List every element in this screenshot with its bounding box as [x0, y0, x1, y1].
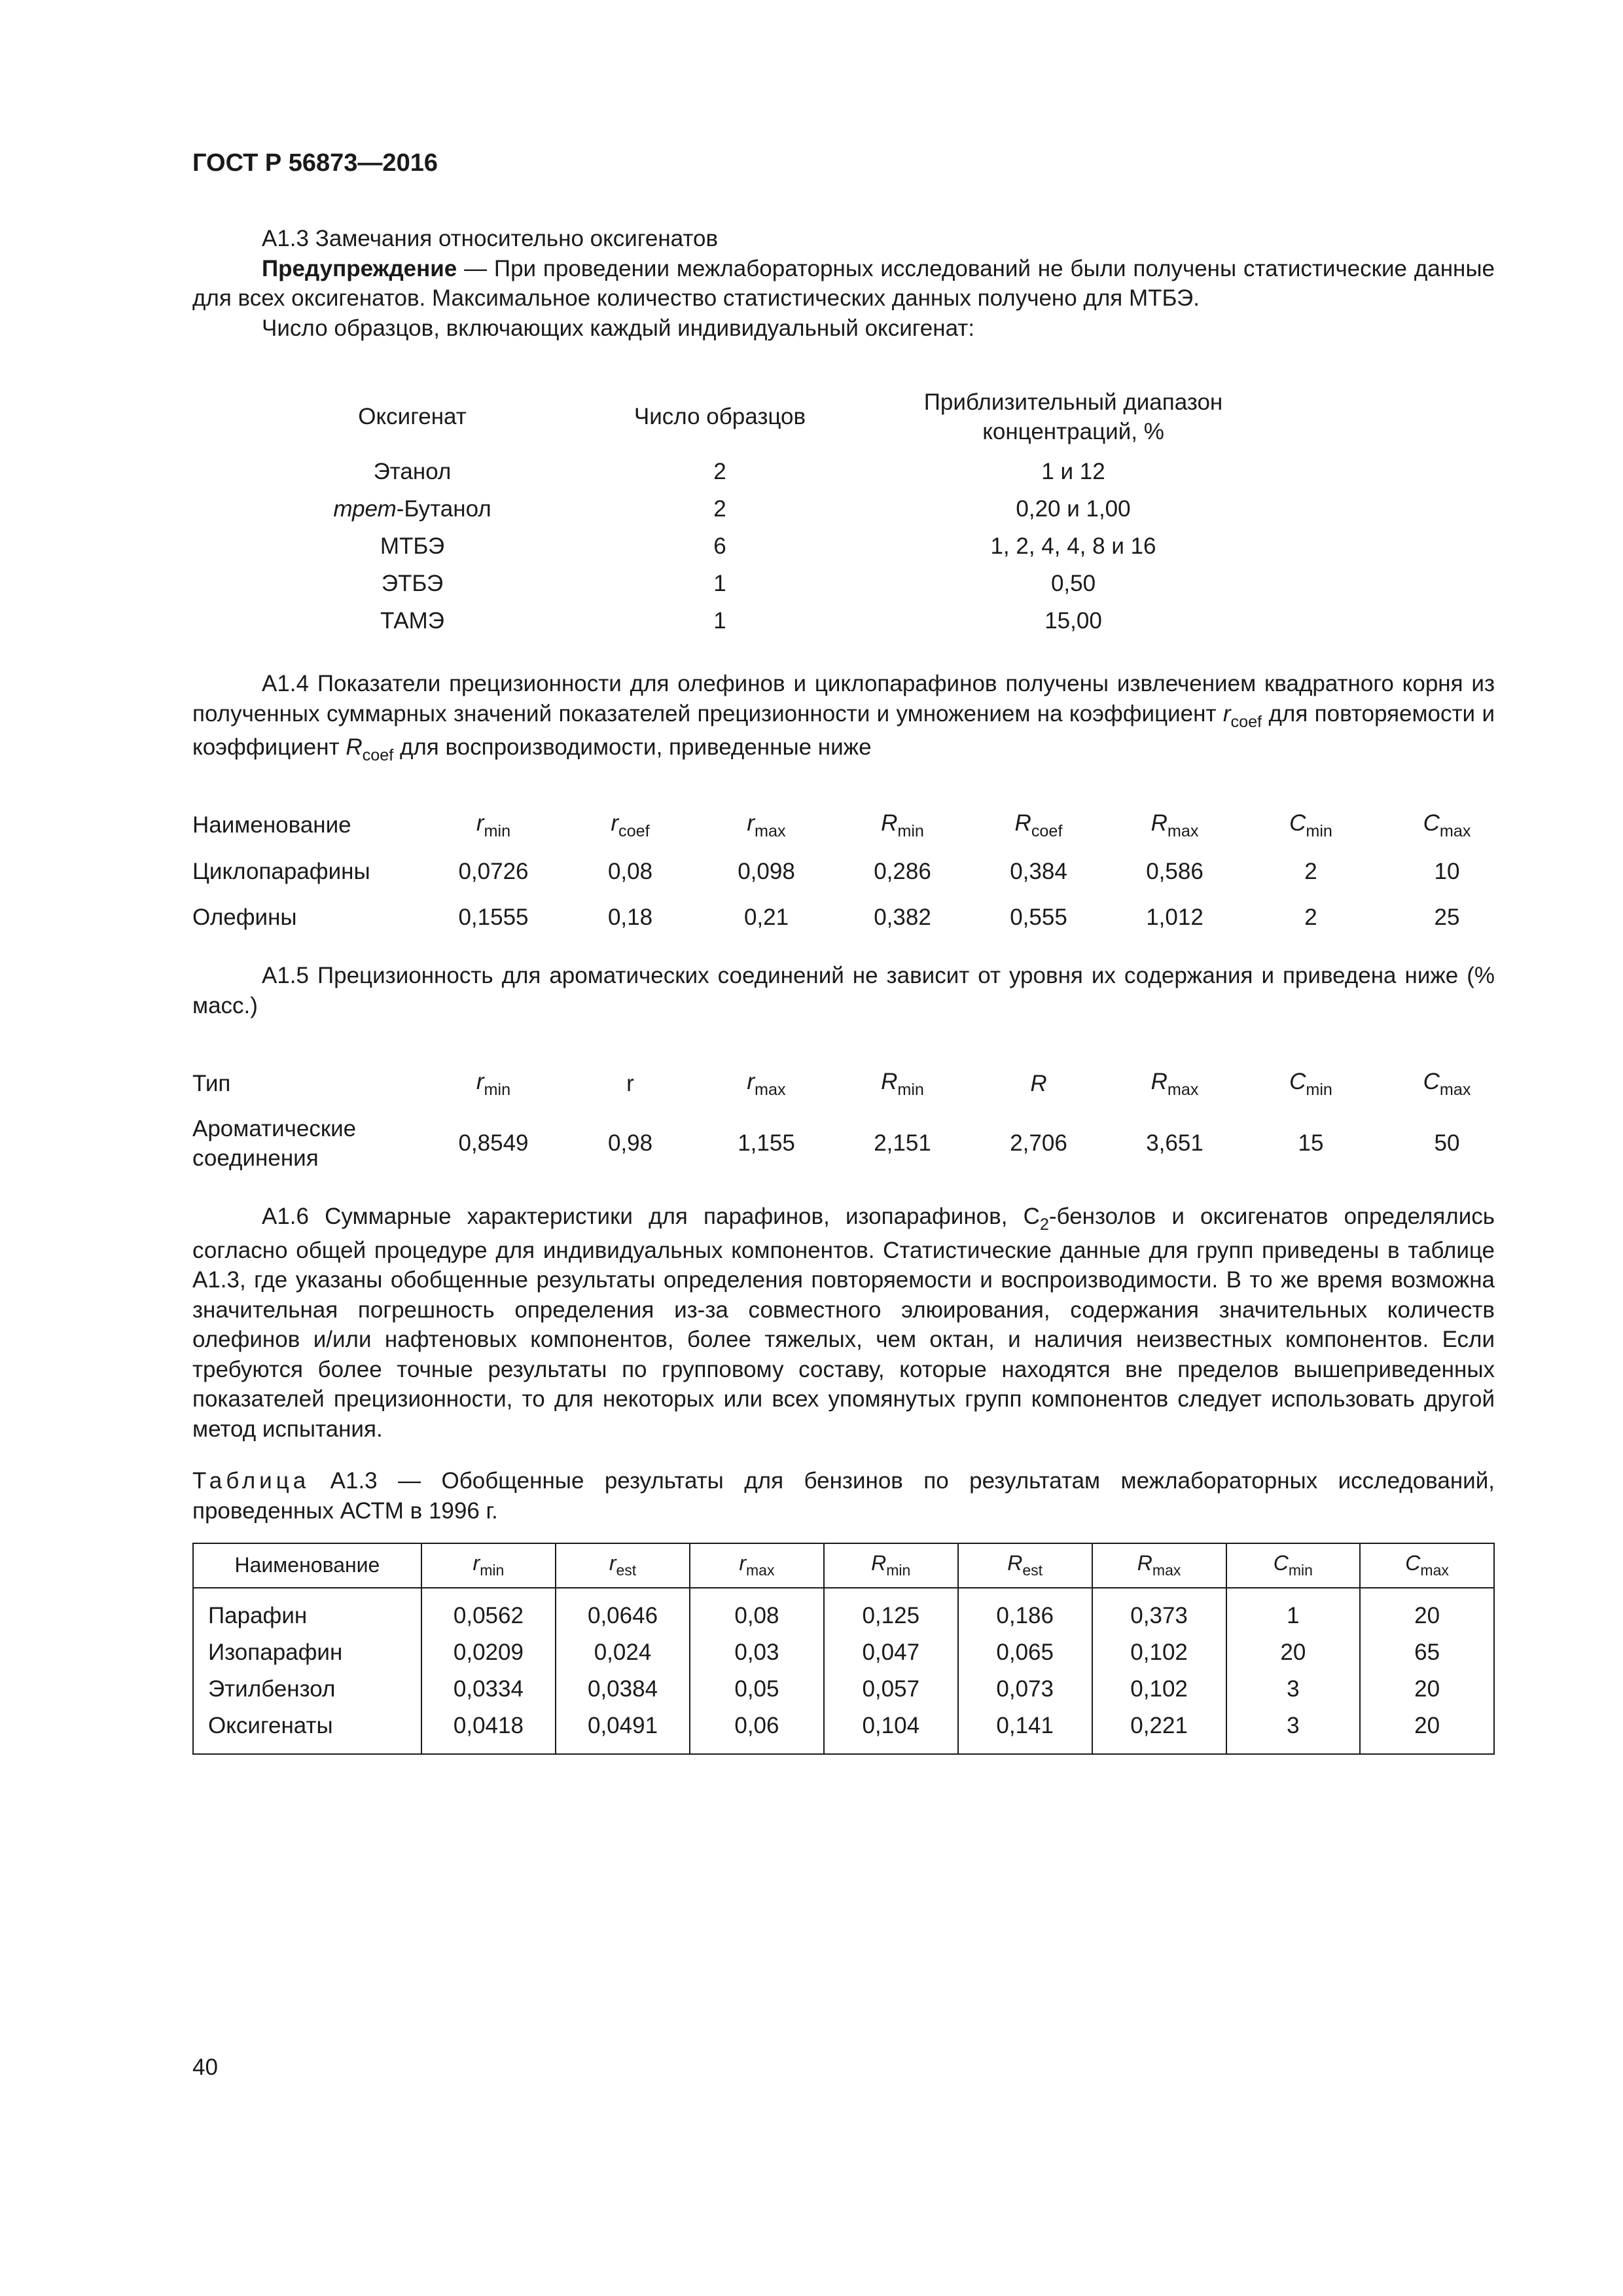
table-cell: 0,102: [1092, 1671, 1226, 1708]
table-cell: 2: [1304, 905, 1317, 931]
row-name: Оксигенаты: [193, 1708, 421, 1754]
table-cell: 0,555: [1010, 905, 1067, 931]
table-row: [192, 849, 1515, 895]
section-a1-5: [192, 961, 1495, 1020]
column-header: $R_{min}$: [824, 1543, 958, 1588]
table-cell: 0,382: [874, 905, 931, 931]
table-row: [288, 602, 1243, 639]
table-cell: 3,651: [1146, 1130, 1204, 1157]
table-cell: 15: [1298, 1130, 1324, 1157]
table-cell: 1,155: [738, 1130, 795, 1157]
table-header-row: [192, 802, 1515, 849]
table-header-row: [192, 1060, 1515, 1107]
table-cell: 3: [1226, 1708, 1361, 1754]
column-header: $r_{max}$: [747, 1069, 786, 1100]
row-name: Изопарафин: [193, 1634, 421, 1671]
table-row: [288, 490, 1243, 528]
sample-count: 2: [713, 495, 726, 522]
table-cell: 0,221: [1092, 1708, 1226, 1754]
page-number: 40: [192, 2054, 218, 2080]
table-cell: 0,065: [958, 1634, 1092, 1671]
table-cell: 50: [1434, 1130, 1460, 1157]
section-a1-4: [192, 669, 1495, 766]
precision-table-olefins: [192, 802, 1515, 941]
table-a1-3: [192, 1543, 1495, 1755]
oxygenate-name: Этанол: [373, 458, 452, 484]
table-cell: 0,0418: [421, 1708, 556, 1754]
column-header: $R_{coef}$: [1014, 810, 1063, 841]
table-row: [193, 1708, 1494, 1754]
column-header: $R_{min}$: [881, 1069, 924, 1100]
caption-text: А1.3 — Обобщенные результаты для бензинов по результатам межлабораторных исследований, проведенных АСТМ в 1996 г.: [192, 1468, 1495, 1524]
column-header: $R_{min}$: [881, 810, 924, 841]
oxygenate-name: трет-Бутанол: [333, 495, 491, 522]
oxygenate-name: ТАМЭ: [380, 607, 444, 634]
sample-count: 1: [713, 607, 726, 634]
table-cell: 0,08: [607, 859, 653, 885]
table-cell: 0,21: [743, 905, 789, 931]
concentration-range: 0,20 и 1,00: [1016, 495, 1131, 522]
concentration-range: 15,00: [1044, 607, 1102, 634]
table-cell: 0,0209: [421, 1634, 556, 1671]
oxygenate-name: ЭТБЭ: [381, 570, 444, 596]
table-cell: 20: [1360, 1708, 1494, 1754]
table-cell: 0,057: [824, 1671, 958, 1708]
table-cell: 2,706: [1010, 1130, 1067, 1157]
table-row: [193, 1634, 1494, 1671]
warning-paragraph: [192, 254, 1495, 314]
table-cell: 0,05: [690, 1671, 824, 1708]
precision-paragraph: А1.4 Показатели прецизионности для олефинов и циклопарафинов получены извлечением квадратного корня из полученных суммарных значений показателей прецизионности и умножением на коэффициент $r_{coef}$ для повторяемости и коэффициент $R_{coef}$ для воспроизводимости, приведенные ниже: [192, 671, 1495, 764]
table-row: [193, 1588, 1494, 1634]
section-a1-3: [192, 224, 1495, 343]
table-cell: 0,286: [874, 859, 931, 885]
column-header: $C_{max}$: [1423, 810, 1471, 841]
table-cell: 65: [1360, 1634, 1494, 1671]
column-header: $r_{max}$: [690, 1543, 824, 1588]
sample-count: 1: [713, 570, 726, 596]
table-cell: 0,047: [824, 1634, 958, 1671]
caption-label: Таблица: [192, 1468, 310, 1494]
column-header: $C_{max}$: [1423, 1069, 1471, 1100]
column-header: r: [626, 1071, 634, 1097]
column-header: $r_{est}$: [556, 1543, 690, 1588]
document-header: ГОСТ Р 56873—2016: [192, 149, 438, 177]
table-cell: 2,151: [874, 1130, 931, 1157]
column-header: $r_{max}$: [747, 810, 786, 841]
concentration-range: 0,50: [1050, 570, 1096, 596]
column-header: Приблизительный диапазон концентраций, %: [923, 389, 1223, 444]
summary-paragraph: А1.6 Суммарные характеристики для парафинов, изопарафинов, $С_2$-бензолов и оксигенатов определялись согласно общей процедуре для индивидуальных компонентов. Статистические данные для групп приведены в таблице А1.3, где указаны обобщенные результаты определения повторяемости и воспроизводимости. В то же время возможна значительная погрешность определения из-за совместного элюирования, содержания значительных количеств олефинов и/или нафтеновых компонентов, более тяжелых, чем октан, и наличия неизвестных компонентов. Если требуются более точные результаты по групповому составу, которые находятся вне пределов вышеприведенных показателей прецизионности, то для некоторых или всех упомянутых групп компонентов следует использовать другой метод испытания.: [192, 1204, 1495, 1442]
column-header: $r_{min}$: [476, 810, 511, 841]
table-cell: 0,0562: [421, 1588, 556, 1634]
table-caption: [192, 1466, 1495, 1526]
table-cell: 20: [1360, 1588, 1494, 1634]
table-cell: 0,08: [690, 1588, 824, 1634]
table-cell: 10: [1434, 859, 1460, 885]
column-header: Тип: [192, 1071, 231, 1097]
table-cell: 0,024: [556, 1634, 690, 1671]
concentration-range: 1 и 12: [1041, 458, 1105, 484]
table-cell: 0,8549: [458, 1130, 529, 1157]
section-a1-6: [192, 1202, 1495, 1444]
oxygenate-name: МТБЭ: [380, 533, 445, 559]
sample-count-line: Число образцов, включающих каждый индивидуальный оксигенат:: [262, 315, 975, 341]
warning-label: Предупреждение: [262, 255, 457, 281]
table-cell: 0,98: [607, 1130, 653, 1157]
table-cell: 0,073: [958, 1671, 1092, 1708]
row-name: Парафин: [193, 1588, 421, 1634]
table-row: [192, 1107, 1515, 1179]
table-row: [193, 1671, 1494, 1708]
table-row: [192, 895, 1515, 941]
column-header: Число образцов: [633, 404, 806, 430]
table-cell: 0,098: [738, 859, 795, 885]
table-row: [288, 528, 1243, 565]
column-header: $R_{max}$: [1150, 810, 1199, 841]
sample-count: 6: [713, 533, 726, 559]
column-header: Наименование: [192, 812, 351, 838]
table-cell: 3: [1226, 1671, 1361, 1708]
column-header: $R_{max}$: [1150, 1069, 1199, 1100]
row-name: Олефины: [192, 905, 297, 931]
column-header: $r_{coef}$: [611, 810, 650, 841]
table-cell: 0,102: [1092, 1634, 1226, 1671]
row-name: Циклопарафины: [192, 859, 370, 885]
warning-text: — При проведении межлабораторных исследований не были получены статистические данные для всех оксигенатов. Максимальное количество статистических данных получено для МТБЭ.: [192, 255, 1495, 311]
table-cell: 0,18: [607, 905, 653, 931]
table-cell: 0,373: [1092, 1588, 1226, 1634]
table-cell: 1: [1226, 1588, 1361, 1634]
column-header: Оксигенат: [358, 404, 467, 430]
column-header: $C_{min}$: [1289, 810, 1332, 841]
column-header: R: [1030, 1071, 1047, 1097]
column-header: $R_{max}$: [1092, 1543, 1226, 1588]
table-cell: 0,06: [690, 1708, 824, 1754]
oxygenate-table: [288, 381, 1243, 639]
row-name: Этилбензол: [193, 1671, 421, 1708]
column-header: $C_{max}$: [1360, 1543, 1494, 1588]
table-cell: 0,0384: [556, 1671, 690, 1708]
table-cell: 0,586: [1146, 859, 1204, 885]
table-row: [288, 565, 1243, 602]
table-row: [288, 453, 1243, 490]
column-header: $r_{min}$: [476, 1069, 511, 1100]
table-cell: 20: [1360, 1671, 1494, 1708]
column-header: $r_{min}$: [421, 1543, 556, 1588]
table-cell: 25: [1434, 905, 1460, 931]
table-cell: 2: [1304, 859, 1317, 885]
table-cell: 0,0726: [458, 859, 529, 885]
table-cell: 0,186: [958, 1588, 1092, 1634]
table-header-row: [193, 1543, 1494, 1588]
precision-table-aromatics: [192, 1060, 1515, 1179]
column-header: $C_{min}$: [1289, 1069, 1332, 1100]
row-name: Ароматические соединения: [192, 1115, 357, 1171]
column-header: $C_{min}$: [1226, 1543, 1361, 1588]
table-cell: 0,1555: [458, 905, 529, 931]
section-heading: А1.3 Замечания относительно оксигенатов: [262, 226, 719, 251]
concentration-range: 1, 2, 4, 4, 8 и 16: [990, 533, 1156, 559]
table-cell: 0,141: [958, 1708, 1092, 1754]
table-cell: 0,0491: [556, 1708, 690, 1754]
table-cell: 1,012: [1146, 905, 1204, 931]
column-header: Наименование: [193, 1543, 421, 1588]
table-cell: 0,03: [690, 1634, 824, 1671]
column-header: $R_{est}$: [958, 1543, 1092, 1588]
aromatics-paragraph: А1.5 Прецизионность для ароматических соединений не зависит от уровня их содержания и приведена ниже (% масс.): [192, 963, 1495, 1018]
table-cell: 0,0334: [421, 1671, 556, 1708]
table-cell: 0,0646: [556, 1588, 690, 1634]
sample-count: 2: [713, 458, 726, 484]
table-header-row: [288, 381, 1243, 453]
table-cell: 0,125: [824, 1588, 958, 1634]
table-cell: 0,104: [824, 1708, 958, 1754]
table-cell: 0,384: [1010, 859, 1067, 885]
table-cell: 20: [1226, 1634, 1361, 1671]
